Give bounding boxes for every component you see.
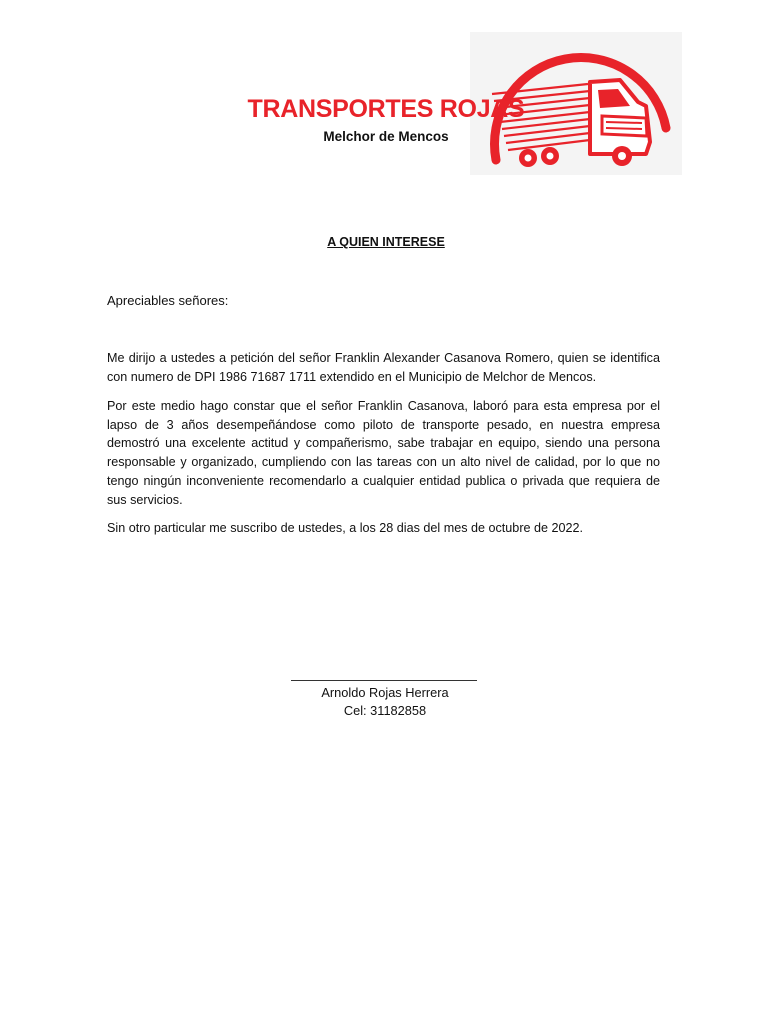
letter-paragraph-3: Sin otro particular me suscribo de ustedes, a los 28 dias del mes de octubre de 2022. bbox=[107, 521, 584, 535]
signer-name: Arnoldo Rojas Herrera bbox=[321, 685, 449, 700]
company-name: TRANSPORTES ROJAS bbox=[247, 95, 525, 123]
letter-paragraph-2: Por este medio hago constar que el señor Franklin Casanova, laboró para esta empresa por el lapso de 3 años desempeñándose como piloto de transporte pesado, en nuestra empresa demostró una excelente actitud y compañerismo, sabe trabajar en equipo, siendo una persona responsable y organizado, cumpliendo con las tareas con un alto nivel de calidad, por lo que no tengo ningún inconveniente recomendarlo a cualquier entidad publica o privada que requiera de sus servicios. bbox=[107, 399, 660, 507]
signer-phone: Cel: 31182858 bbox=[343, 703, 427, 718]
signature-line bbox=[291, 680, 477, 681]
letter-heading: A QUIEN INTERESE bbox=[327, 235, 445, 249]
letter-paragraph-1: Me dirijo a ustedes a petición del señor Franklin Alexander Casanova Romero, quien se identifica con numero de DPI 1986 71687 1711 extendido en el Municipio de Melchor de Mencos. bbox=[107, 351, 660, 384]
company-city: Melchor de Mencos bbox=[323, 129, 449, 144]
letter-salutation: Apreciables señores: bbox=[107, 293, 229, 308]
